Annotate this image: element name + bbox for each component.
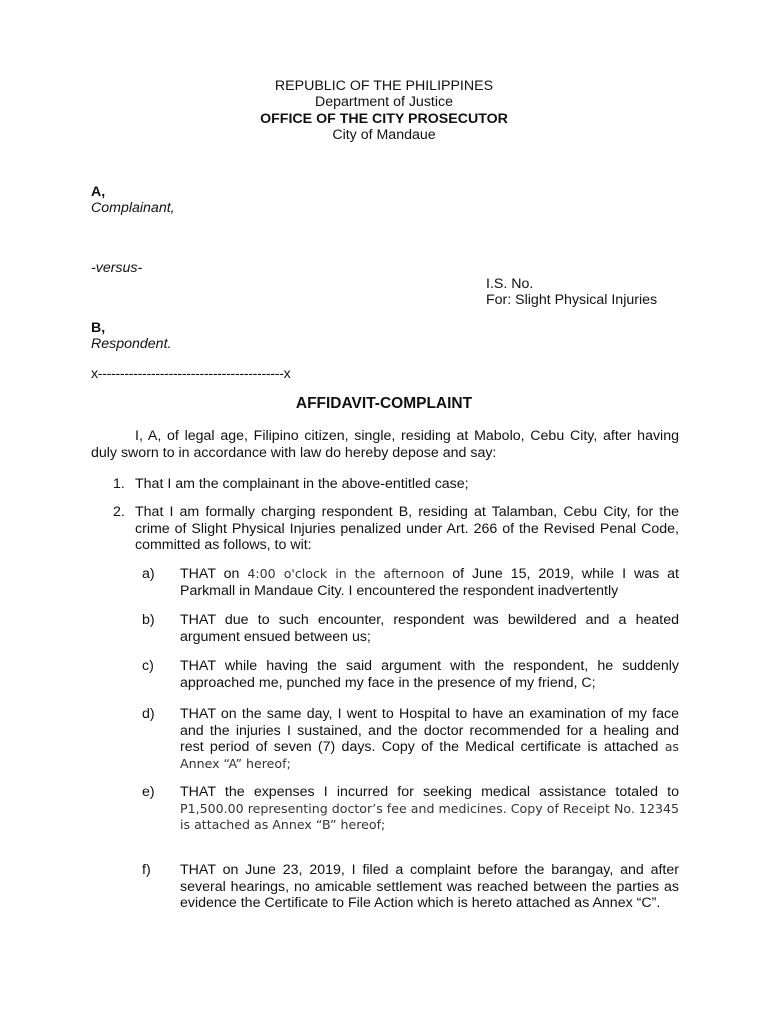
subitem-text-receipt: P1,500.00 representing doctor’s fee and medicines. Copy of Receipt No. 12345 is attached as Annex “B” hereof; [180,800,679,833]
respondent-role: Respondent. [91,336,172,352]
complainant-name: A, [91,184,106,200]
document-header [0,78,768,144]
caption-separator: x------------------------------------------x [91,366,291,382]
header-office: OFFICE OF THE CITY PROSECUTOR [260,110,508,127]
subitem-text-annex: as Annex “A” hereof; [180,739,679,771]
item-number: 1. [113,476,125,492]
subitem-text: THAT on June 23, 2019, I filed a complaint before the barangay, and after several hearings, no amicable settlement was reached between the parties as evidence the Certificate to File Action which is hereto attached as Annex “C”. [180,862,679,912]
subitem-label: b) [142,612,155,628]
subitem-text [180,706,679,772]
subitem-label: c) [142,658,154,674]
subitem-text-part: THAT on the same day, I went to Hospital to have an examination of my face and the injuries I sustained, and the doctor recommended for a healing and rest period of seven (7) days. Copy of the Medical certificate is attached [180,706,679,756]
header-department: Department of Justice [315,94,453,111]
item-text: That I am formally charging respondent B, residing at Talamban, Cebu City, for the crime of Slight Physical Injuries penalized under Art. 266 of the Revised Penal Code, committed as follows, to wit: [135,504,679,554]
intro-text: I, A, of legal age, Filipino citizen, single, residing at Mabolo, Cebu City, after having duly sworn to in accordance with law do hereby depose and say: [91,428,679,461]
subitem-text [180,784,679,834]
header-city: City of Mandaue [332,127,436,144]
subitem-text-part: of June 15, 2019, while I was at Parkmall in Mandaue City. I encountered the respondent inadvertently [180,566,679,599]
respondent-name: B, [91,320,106,336]
subitem-label: a) [142,566,155,582]
subitem-text-part: THAT on [180,566,248,582]
subitem-label: e) [142,784,155,800]
subitem-label: f) [142,862,151,878]
item-number: 2. [113,504,125,520]
subitem-text: THAT due to such encounter, respondent was bewildered and a heated argument ensued between us; [180,612,679,645]
subitem-label: d) [142,706,155,722]
subitem-text-time: 4:00 o'clock in the afternoon [247,566,445,581]
document-title: AFFIDAVIT-COMPLAINT [295,395,473,412]
case-charge: For: Slight Physical Injuries [486,292,658,308]
header-republic: REPUBLIC OF THE PHILIPPINES [274,78,494,94]
item-text: That I am the complainant in the above-entitled case; [135,476,469,492]
subitem-text-part: THAT the expenses I incurred for seeking medical assistance totaled to [180,784,679,800]
complainant-role: Complainant, [91,200,175,216]
intro-paragraph [91,428,679,461]
subitem-text [180,566,679,599]
is-number: I.S. No. [486,276,534,292]
versus-label: -versus- [91,260,143,276]
subitem-text: THAT while having the said argument with the respondent, he suddenly approached me, punched my face in the presence of my friend, C; [180,658,679,691]
